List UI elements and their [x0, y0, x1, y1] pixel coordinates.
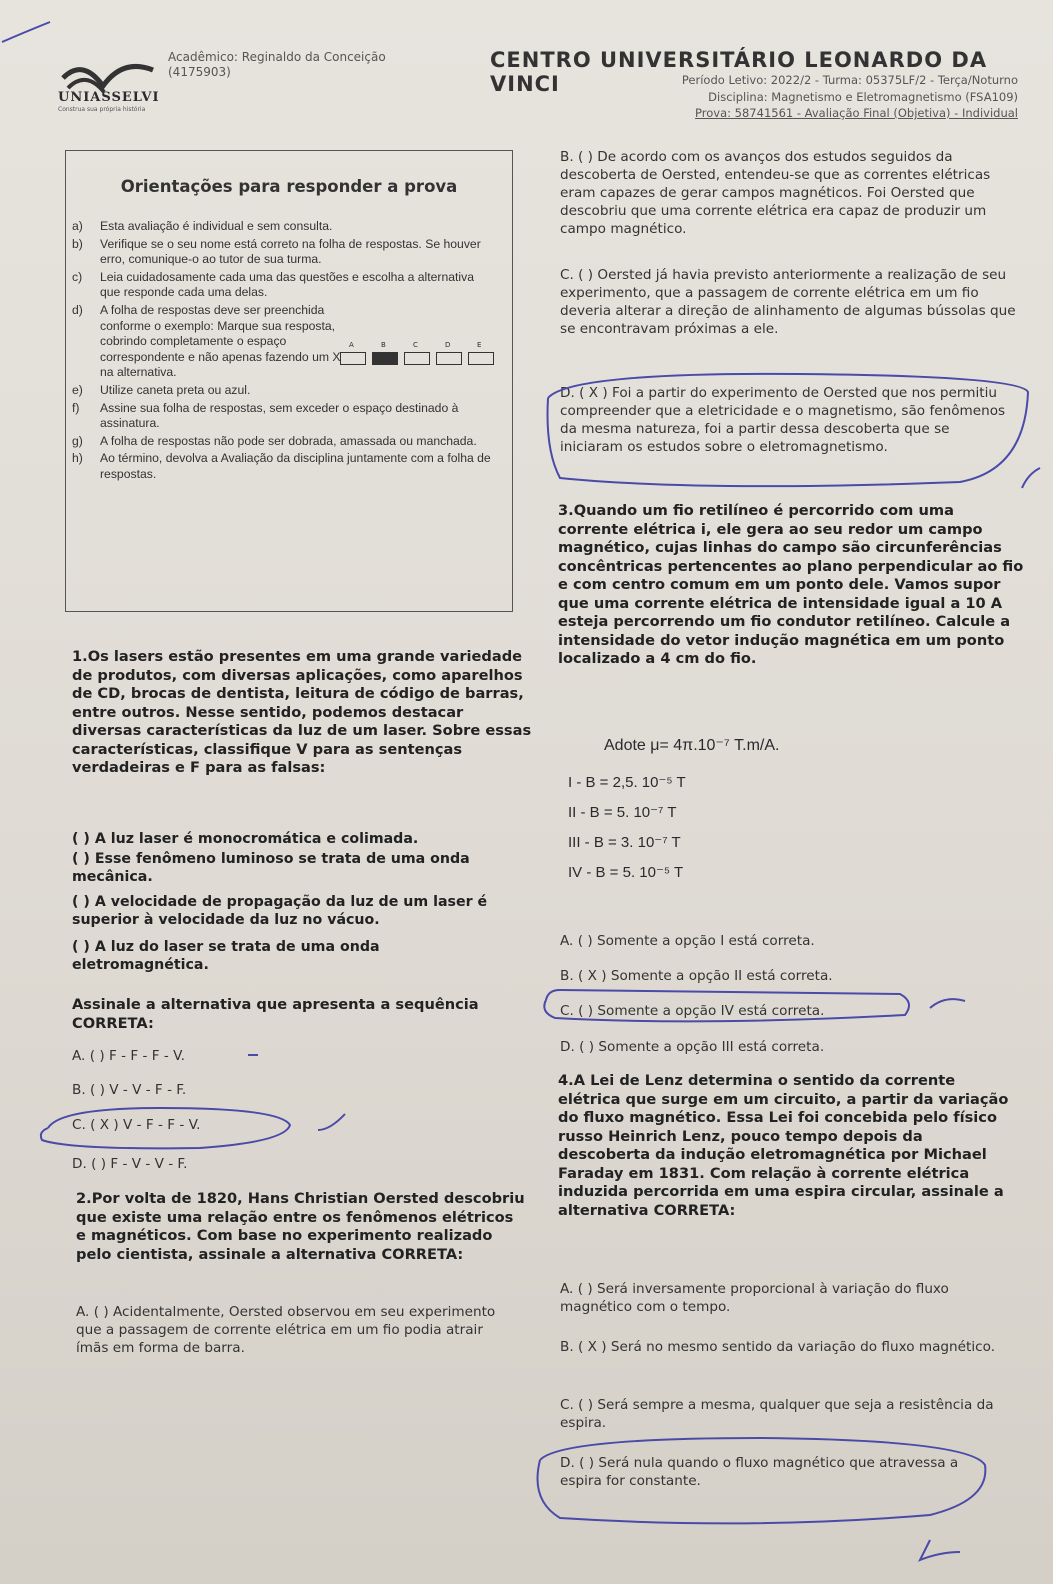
question-1-statement: ( ) A luz laser é monocromática e colimada. — [72, 831, 419, 847]
q4-circle-annotation — [538, 1438, 986, 1523]
q4-option-d[interactable]: D. ( ) Será nula quando o fluxo magnético que atravessa a espira for constante. — [560, 1455, 959, 1489]
logo-tagline: Construa sua própria história — [58, 106, 146, 113]
q3-item: I - B = 2,5. 10⁻⁵ T — [568, 774, 686, 791]
red-pen-stroke-icon — [2, 22, 50, 42]
periodo-line: Período Letivo: 2022/2 - Turma: 05375LF/2 - Terça/Noturno — [681, 73, 1018, 87]
q3-option-d[interactable]: D. ( ) Somente a opção III está correta. — [560, 1039, 825, 1055]
check-mark-icon — [1022, 468, 1040, 488]
orientation-item: g) A folha de respostas não pode ser dobrada, amassada ou manchada. — [72, 433, 477, 448]
logo-name: UNIASSELVI — [58, 90, 160, 105]
question-1-statement: ( ) A velocidade de propagação da luz de um laser é superior à velocidade da luz no vácuo. — [72, 894, 488, 928]
q3-option-b[interactable]: B. ( X ) Somente a opção II está correta. — [560, 968, 833, 984]
academic-name: Acadêmico: Reginaldo da Conceição — [168, 50, 386, 64]
q3-item: IV - B = 5. 10⁻⁵ T — [568, 864, 684, 881]
orientation-item: f) Assine sua folha de respostas, sem exceder o espaço destinado à assinatura. — [72, 400, 459, 431]
q3-option-a[interactable]: A. ( ) Somente a opção I está correta. — [560, 933, 815, 949]
q4-option-c[interactable]: C. ( ) Será sempre a mesma, qualquer que seja a resistência da espira. — [560, 1397, 994, 1431]
q2-option-c[interactable]: C. ( ) Oersted já havia previsto anteriormente a realização de seu experimento, que a passagem de corrente elétrica em um fio deveria alterar a direção de alinhamento de algumas bússolas que se encontravam próximas a ele. — [560, 267, 1016, 337]
orientations-title: Orientações para responder a prova — [120, 177, 458, 196]
orientation-item: d) A folha de respostas deve ser preenchida conforme o exemplo: Marque sua resposta, cobrindo completamente o espaço correspondente e não apenas fazendo um X na alternativa. — [72, 302, 341, 380]
q4-option-b[interactable]: B. ( X ) Será no mesmo sentido da variação do fluxo magnético. — [560, 1339, 996, 1355]
orientation-item: b) Verifique se o seu nome está correto na folha de respostas. Se houver erro, comunique-o ao tutor de sua turma. — [72, 236, 481, 267]
prova-line: Prova: 58741561 - Avaliação Final (Objetiva) - Individual — [695, 106, 1018, 120]
q2-option-a[interactable]: A. ( ) Acidentalmente, Oersted observou em seu experimento que a passagem de corrente elétrica em um fio podia atrair ímãs em forma de barra. — [76, 1304, 496, 1356]
q3-option-c[interactable]: C. ( ) Somente a opção IV está correta. — [560, 1003, 825, 1019]
q4-option-a[interactable]: A. ( ) Será inversamente proporcional à variação do fluxo magnético com o tempo. — [560, 1281, 949, 1315]
q3-adote: Adote μ= 4π.10⁻⁷ T.m/A. — [604, 737, 780, 754]
question-4-text: 4.A Lei de Lenz determina o sentido da corrente elétrica que surge em um circuito, a partir da variação do fluxo magnético. Essa Lei foi concebida pelo físico russo Heinrich Lenz, pouco tempo depois da descoberta da indução eletromagnética por Michael Faraday em 1831. Com relação à corrente elétrica induzida percorrida em uma espira circular, assinale a alternativa CORRETA: — [558, 1072, 1009, 1219]
question-1-prompt: Assinale a alternativa que apresenta a sequência CORRETA: — [72, 996, 479, 1032]
q3-circle-annotation — [544, 990, 909, 1021]
question-1-statement: ( ) Esse fenômeno luminoso se trata de uma onda mecânica. — [72, 851, 470, 885]
answer-example-grid: A B C D E — [340, 343, 506, 369]
q1-option-d[interactable]: D. ( ) F - V - V - F. — [72, 1156, 188, 1172]
check-mark-icon — [318, 1114, 345, 1130]
q2-option-b[interactable]: B. ( ) De acordo com os avanços dos estudos seguidos da descoberta de Oersted, entendeu-se que as correntes elétricas eram capazes de gerar campos magnéticos. Foi Oersted que descobriu que uma corrente elétrica era capaz de produzir um campo magnético. — [560, 149, 991, 237]
question-3-text: 3.Quando um fio retilíneo é percorrido com uma corrente elétrica i, ele gera ao seu redor um campo magnético, cujas linhas do campo são circunferências concêntricas pertencentes ao plano perpendicular ao fio e com centro comum em um ponto dele. Vamos supor que uma corrente elétrica de intensidade igual a 10 A esteja percorrendo um fio condutor retilíneo. Calcule a intensidade do vetor indução magnética em um ponto localizado a 4 cm do fio. — [558, 502, 1024, 667]
question-2-text: 2.Por volta de 1820, Hans Christian Oersted descobriu que existe uma relação entre os fenômenos elétricos e magnéticos. Com base no experimento realizado pelo cientista, assinale a alternativa CORRETA: — [76, 1190, 525, 1263]
q3-item: III - B = 3. 10⁻⁷ T — [568, 834, 681, 851]
q2-option-d[interactable]: D. ( X ) Foi a partir do experimento de Oersted que nos permitiu compreender que a eletricidade e o magnetismo, são fenômenos da mesma natureza, foi a partir dessa descoberta que se iniciaram os estudos sobre o eletromagnetismo. — [560, 385, 1006, 455]
q2-circle-annotation — [548, 374, 1029, 486]
institution-title: CENTRO UNIVERSITÁRIO LEONARDO DA VINCI — [490, 48, 988, 96]
check-mark-icon — [930, 999, 965, 1008]
disciplina-line: Disciplina: Magnetismo e Eletromagnetismo (FSA109) — [708, 90, 1018, 104]
question-1-text: 1.Os lasers estão presentes em uma grande variedade de produtos, com diversas aplicações, como aparelhos de CD, brocas de dentista, leitura de código de barras, entre outros. Nesse sentido, podemos destacar diversas características da luz de um laser. Sobre essas características, classifique V para as sentenças verdadeiras e F para as falsas: — [72, 648, 532, 776]
question-1-statement: ( ) A luz do laser se trata de uma onda eletromagnética. — [72, 939, 380, 973]
q1-circle-annotation — [41, 1108, 290, 1148]
q1-option-b[interactable]: B. ( ) V - V - F - F. — [72, 1082, 187, 1098]
orientation-item: h) Ao término, devolva a Avaliação da disciplina juntamente com a folha de respostas. — [72, 451, 491, 481]
orientation-item: c) Leia cuidadosamente cada uma das questões e escolha a alternativa que responde cada uma delas. — [72, 269, 474, 300]
check-mark-icon — [920, 1540, 960, 1560]
academic-id: (4175903) — [168, 65, 231, 79]
q3-item: II - B = 5. 10⁻⁷ T — [568, 804, 677, 821]
orientation-item: e) Utilize caneta preta ou azul. — [72, 382, 251, 397]
q1-option-c[interactable]: C. ( X ) V - F - F - V. — [72, 1117, 201, 1133]
q1-option-a[interactable]: A. ( ) F - F - F - V. — [72, 1048, 185, 1064]
orientation-item: a) Esta avaliação é individual e sem consulta. — [72, 219, 333, 233]
